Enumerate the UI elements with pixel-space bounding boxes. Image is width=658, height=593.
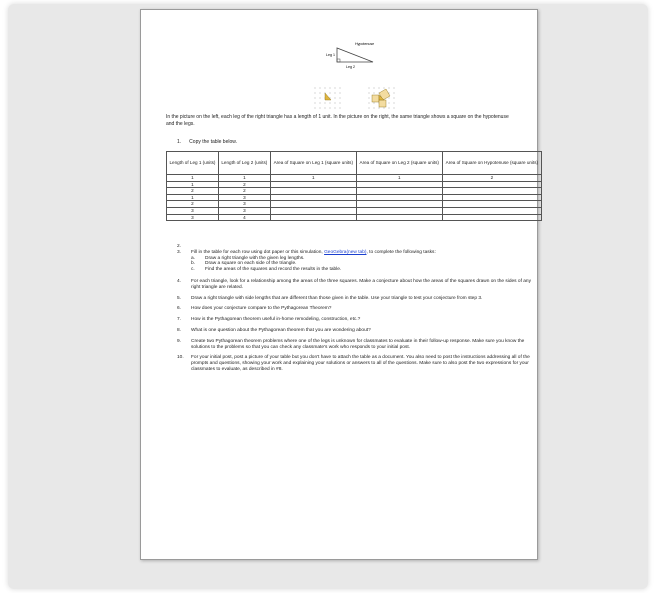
table-cell: 3 (167, 207, 219, 214)
item-text: Draw a right triangle with side lengths that are different than those given in the table. Use your triangle to test your conjecture from step 3. (191, 295, 483, 301)
table-row (167, 188, 542, 195)
document-page (140, 9, 538, 560)
sub-item-text: Find the areas of the squares and record the results in the table. (205, 267, 342, 273)
sub-item-text: Draw a right triangle with the given leg lengths. (205, 255, 305, 261)
hypotenuse-label: Hypotenuse (355, 42, 375, 46)
table-row (167, 214, 542, 221)
table-cell (270, 207, 356, 214)
table-cell: 1 (218, 175, 270, 182)
dot-grid-left (313, 86, 341, 112)
header-leg1: Length of Leg 1 (units) (167, 152, 219, 175)
item-number: 5. (177, 295, 182, 301)
table-row (167, 201, 542, 208)
table-cell (270, 181, 356, 188)
table-cell: 2 (167, 201, 219, 208)
table-cell (270, 194, 356, 201)
table-row (167, 207, 542, 214)
table-cell (356, 181, 442, 188)
table-cell: 2 (218, 181, 270, 188)
table-cell (356, 194, 442, 201)
sub-item-letter: b. (191, 261, 196, 267)
table-row (167, 181, 542, 188)
item-text: How is the Pythagorean theorem useful in-home remodeling, construction, etc.? (191, 317, 361, 323)
step-1 (177, 139, 245, 145)
item-number: 3. (177, 249, 182, 255)
table-cell (270, 201, 356, 208)
header-leg2: Length of Leg 2 (units) (218, 152, 270, 175)
sub-item-text: Draw a square on each side of the triangle. (205, 261, 297, 267)
table-cell: 1 (356, 175, 442, 182)
triangle-diagram (319, 40, 389, 76)
table-cell (356, 201, 442, 208)
item-number: 2. (177, 244, 182, 249)
list-item (177, 279, 537, 291)
table-cell: 1 (167, 194, 219, 201)
sub-item-letter: a. (191, 255, 196, 261)
table-row (167, 175, 542, 182)
step-1-text: Copy the table below. (189, 139, 237, 145)
list-item (177, 317, 537, 323)
dot-grid-right (367, 86, 395, 112)
item-number: 10. (177, 355, 184, 361)
item-number: 8. (177, 327, 182, 333)
table-cell: 1 (167, 175, 219, 182)
table-cell (442, 188, 541, 195)
table-cell: 1 (270, 175, 356, 182)
item-number: 6. (177, 306, 182, 312)
list-item (177, 355, 537, 372)
table-cell (442, 181, 541, 188)
table-cell: 2 (442, 175, 541, 182)
table-cell (356, 207, 442, 214)
table-cell: 3 (218, 207, 270, 214)
item-text: Create two Pythagorean theorem problems where one of the legs is unknown for classmates to evaluate in their follow-up response. Make sure you know the solutions to the problems so that you can check any classmate's work who responds to your initial post. (191, 338, 525, 350)
table-cell: 3 (218, 194, 270, 201)
table-cell (270, 188, 356, 195)
list-item (177, 296, 537, 302)
item-text: What is one question about the Pythagorean theorem that you are wondering about? (191, 327, 371, 333)
item-text: For each triangle, look for a relationship among the areas of the three squares. Make a conjecture about how the areas of the squares drawn on the sides of any right triangle are related. (191, 278, 531, 290)
item-number: 4. (177, 278, 182, 284)
table-cell (270, 214, 356, 221)
table-cell (356, 188, 442, 195)
table-header-row (167, 152, 542, 175)
table-cell (442, 207, 541, 214)
table-cell: 2 (167, 188, 219, 195)
table-cell: 2 (218, 188, 270, 195)
header-area-leg1: Area of Square on Leg 1 (square units) (270, 152, 356, 175)
step-3-text: Fill in the table for each row using dot paper or this simulation, (191, 249, 325, 255)
step-1-number: 1. (177, 139, 182, 145)
table-cell (356, 214, 442, 221)
item-number: 9. (177, 338, 182, 344)
header-area-leg2: Area of Square on Leg 2 (square units) (356, 152, 442, 175)
table-cell: 3 (218, 201, 270, 208)
header-area-hyp: Area of Square on Hypotenuse (square units) (442, 152, 541, 175)
sub-item (191, 267, 537, 273)
areas-table (166, 151, 542, 221)
list-item (177, 306, 537, 312)
list-item (177, 339, 537, 351)
table-cell: 4 (218, 214, 270, 221)
table-cell (442, 201, 541, 208)
list-item (177, 328, 537, 334)
table-row (167, 194, 542, 201)
step-3-text-end: , to complete the following tasks: (366, 249, 436, 255)
table-cell: 3 (167, 214, 219, 221)
table-cell (442, 214, 541, 221)
leg2-label: Leg 2 (346, 65, 355, 69)
sub-item-letter: c. (191, 267, 195, 273)
geogebra-link[interactable]: GeoGebra(new tab) (324, 249, 367, 255)
item-text: How does your conjecture compare to the Pythagorean Theorem? (191, 306, 332, 312)
intro-paragraph: In the picture on the left, each leg of the right triangle has a length of 1 unit. In the picture on the right, the same triangle shows a square on the hypotenuse and the legs. (166, 114, 509, 127)
item-text: For your initial post, post a picture of your table but you don't have to attach the table as a document. You also need to post the instructions addressing all of the prompts and questions, showing your work and explaining your solutions or answers to all of the questions. Make sure to also post the two expressions for your classmates to evaluate, as described in #8. (191, 355, 530, 372)
table-cell: 1 (167, 181, 219, 188)
instruction-list (177, 244, 537, 378)
item-number: 7. (177, 317, 182, 323)
table-cell (442, 194, 541, 201)
leg1-label: Leg 1 (326, 53, 335, 57)
